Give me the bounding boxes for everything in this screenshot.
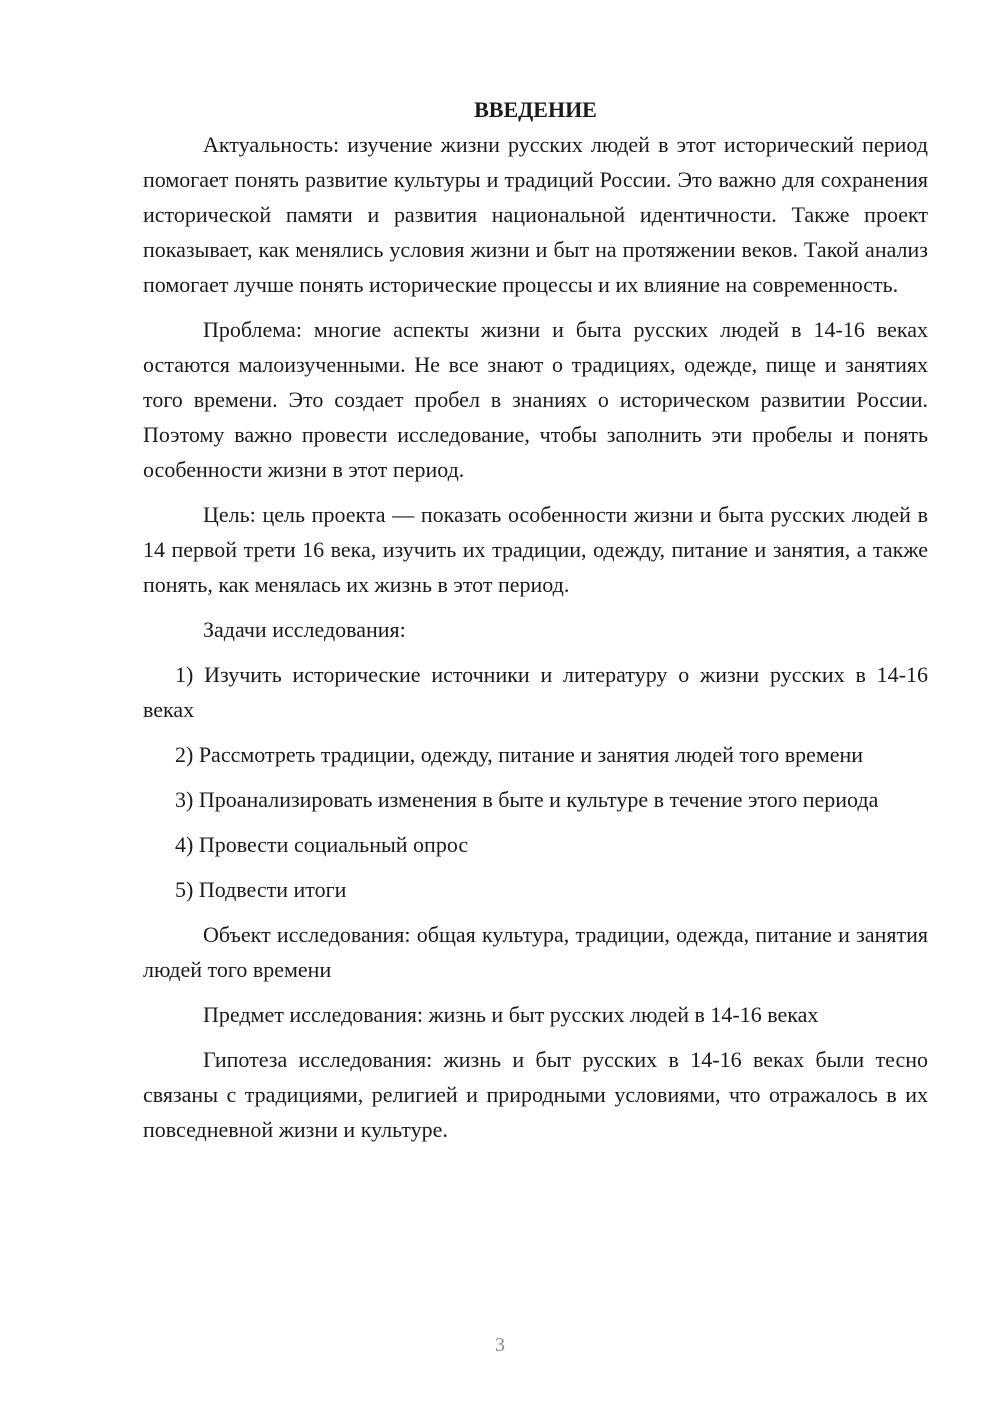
section-title: ВВЕДЕНИЕ [474,97,597,122]
document-page [143,92,928,1157]
paragraph-subject: Предмет исследования: жизнь и быт русских людей в 14-16 веках [203,1002,819,1027]
page-number: 3 [495,1334,505,1356]
paragraph-relevance: Актуальность: изучение жизни русских людей в этот исторический период помогает понять развитие культуры и традиций России. Это важно для сохранения исторической памяти и развития национальной идентичности. Также проект показывает, как менялись условия жизни и быт на протяжении веков. Такой анализ помогает лучше понять исторические процессы и их влияние на современность. [143,132,928,297]
paragraph-tasks-heading: Задачи исследования: [203,617,406,642]
paragraph-goal: Цель: цель проекта — показать особенности жизни и быта русских людей в 14 первой трети 16 века, изучить их традиции, одежду, питание и занятия, а также понять, как менялась их жизнь в этот период. [143,502,928,597]
paragraph-object: Объект исследования: общая культура, традиции, одежда, питание и занятия людей того времени [143,922,928,982]
paragraph-hypothesis: Гипотеза исследования: жизнь и быт русских в 14-16 веках были тесно связаны с традициями, религией и природными условиями, что отражалось в их повседневной жизни и культуре. [143,1047,928,1142]
paragraph-problem: Проблема: многие аспекты жизни и быта русских людей в 14-16 веках остаются малоизученными. Не все знают о традициях, одежде, пище и занятиях того времени. Это создает пробел в знаниях о историческом развитии России. Поэтому важно провести исследование, чтобы заполнить эти пробелы и понять особенности жизни в этот период. [143,317,928,482]
task-item-4: 4) Провести социальный опрос [175,832,469,857]
task-item-2: 2) Рассмотреть традиции, одежду, питание и занятия людей того времени [175,742,864,767]
task-item-5: 5) Подвести итоги [175,877,347,902]
task-item-1: 1) Изучить исторические источники и литературу о жизни русских в 14-16 веках [143,662,928,722]
task-item-3: 3) Проанализировать изменения в быте и культуре в течение этого периода [175,787,879,812]
